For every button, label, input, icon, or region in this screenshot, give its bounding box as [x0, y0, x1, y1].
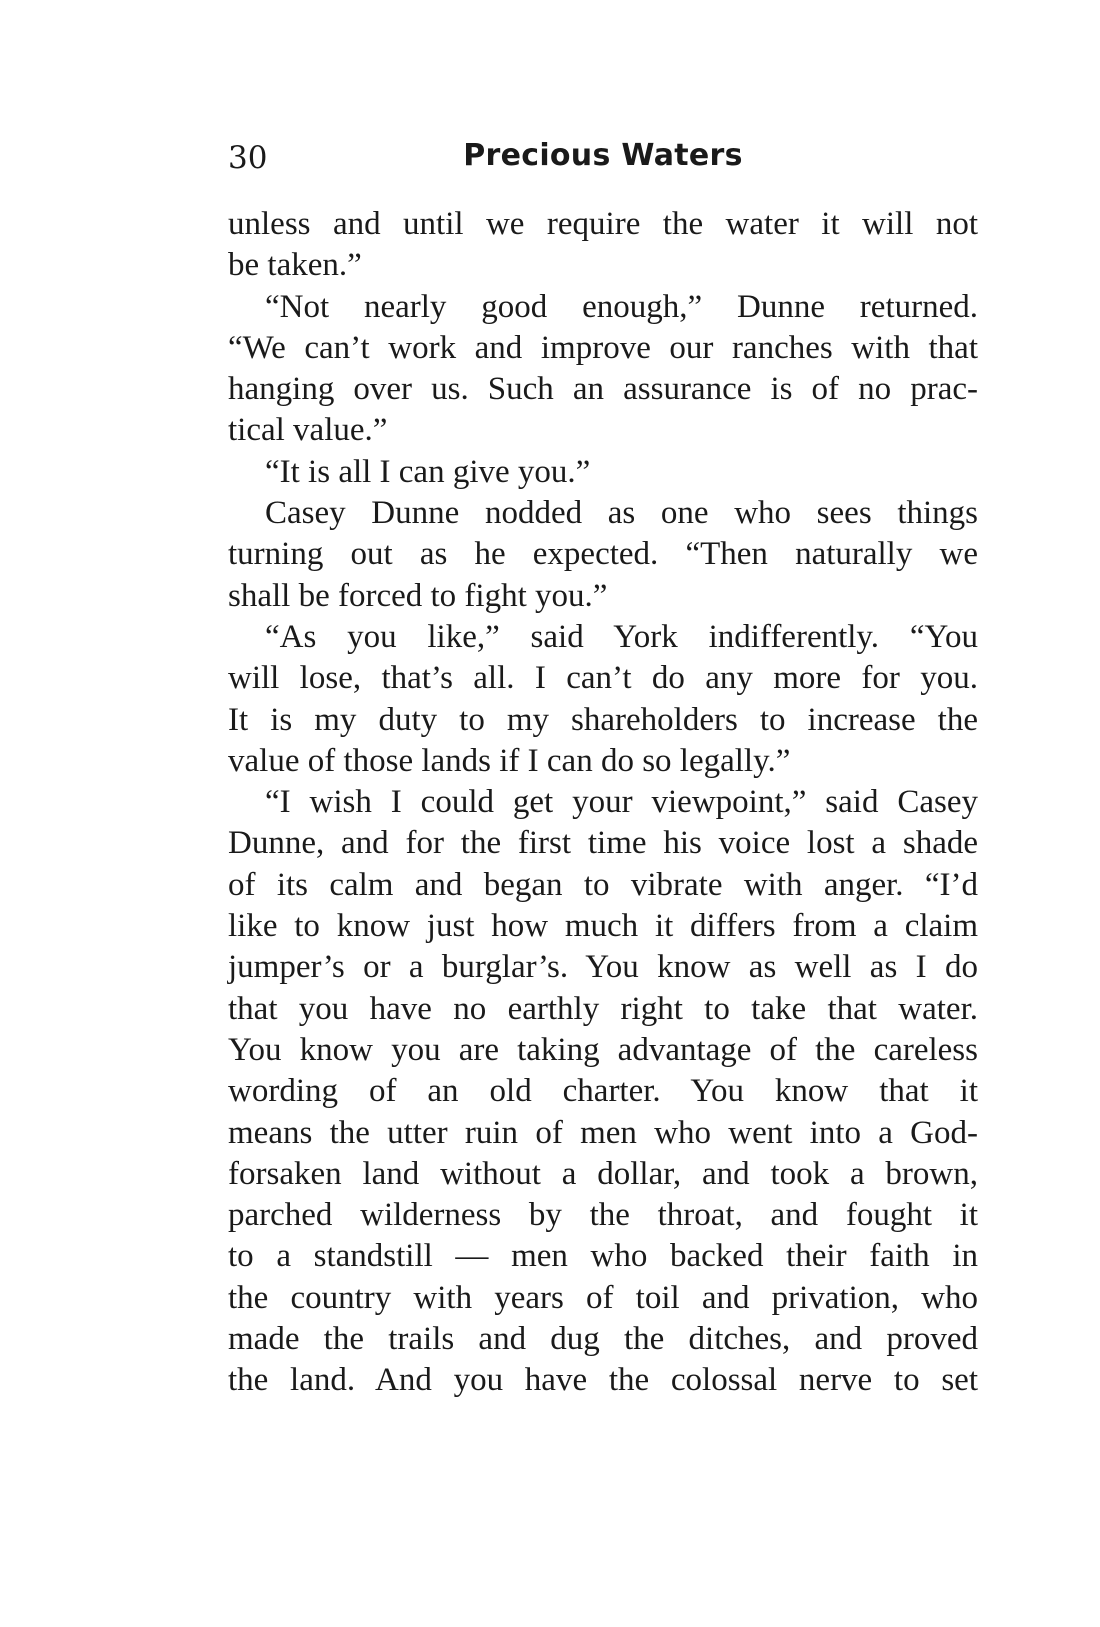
text-line: wording of an old charter. You know that it	[228, 1073, 978, 1110]
text-line: “Not nearly good enough,” Dunne returned.	[265, 288, 978, 325]
running-title: Precious Waters	[463, 138, 743, 173]
text-line: the country with years of toil and privation, who	[228, 1279, 978, 1316]
text-line: will lose, that’s all. I can’t do any more for you.	[228, 660, 978, 697]
text-line: hanging over us. Such an assurance is of no prac-	[228, 371, 978, 408]
page-number: 30	[228, 140, 268, 176]
text-line: “I wish I could get your viewpoint,” said Casey	[265, 784, 978, 821]
text-line: the land. And you have the colossal nerve to set	[228, 1362, 978, 1399]
text-line: to a standstill — men who backed their faith in	[228, 1238, 978, 1275]
page-header	[228, 138, 978, 188]
text-line: Casey Dunne nodded as one who sees things	[265, 495, 978, 532]
text-line: It is my duty to my shareholders to increase the	[228, 701, 978, 738]
text-line: shall be forced to fight you.”	[228, 577, 608, 614]
text-line: value of those lands if I can do so legally.”	[228, 742, 791, 779]
text-line: made the trails and dug the ditches, and proved	[228, 1321, 978, 1358]
text-line: be taken.”	[228, 247, 362, 284]
text-line: forsaken land without a dollar, and took a brown,	[228, 1155, 978, 1192]
text-line: like to know just how much it differs from a claim	[228, 908, 978, 945]
text-line: parched wilderness by the throat, and fought it	[228, 1197, 978, 1234]
text-line: means the utter ruin of men who went into a God-	[228, 1114, 978, 1151]
text-line: “We can’t work and improve our ranches with that	[228, 329, 978, 366]
text-line: jumper’s or a burglar’s. You know as well as I do	[228, 949, 978, 986]
text-line: “It is all I can give you.”	[265, 453, 591, 490]
text-line: tical value.”	[228, 412, 388, 449]
text-line: unless and until we require the water it will not	[228, 206, 978, 242]
text-line: You know you are taking advantage of the careless	[228, 1031, 978, 1068]
text-line: Dunne, and for the first time his voice lost a shade	[228, 825, 978, 862]
text-line: “As you like,” said York indifferently. “You	[265, 618, 978, 655]
text-line: turning out as he expected. “Then naturally we	[228, 536, 978, 573]
body-text	[228, 204, 978, 1402]
text-line: that you have no earthly right to take that water.	[228, 990, 978, 1027]
text-line: of its calm and began to vibrate with anger. “I’d	[228, 866, 978, 903]
